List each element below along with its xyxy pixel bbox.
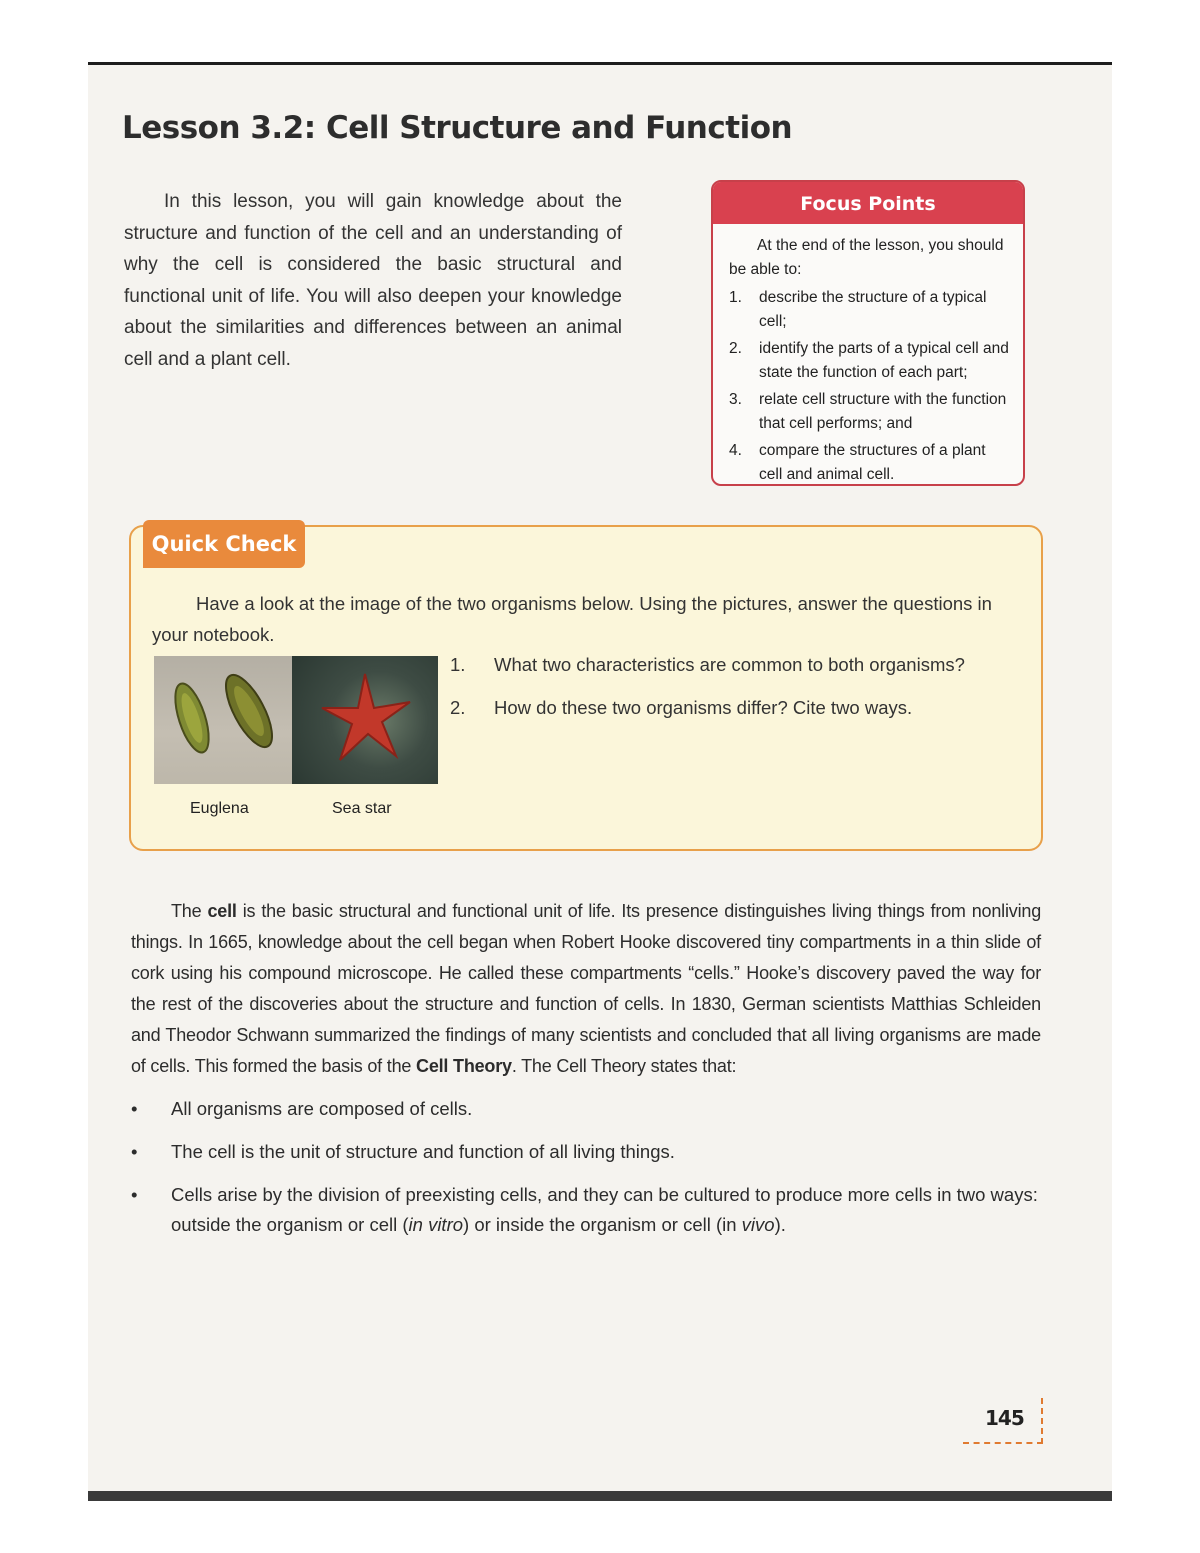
term-in-vitro: in vitro [408,1214,464,1235]
lesson-intro: In this lesson, you will gain knowledge about the structure and function of the cell and an understanding of why the cell is considered the basic structural and functional unit of life. You will also deepen your knowledge about the similarities and differences between an animal cell and a plant cell. [124,191,622,370]
focus-item [729,337,1011,385]
focus-points-list [729,286,1011,487]
term-cell-theory: Cell Theory [416,1056,512,1076]
focus-item-text: compare the structures of a plant cell and animal cell. [759,442,986,483]
question-text: How do these two organisms differ? Cite two ways. [494,697,913,718]
focus-item-number: 3. [729,391,742,408]
focus-points-heading: Focus Points [713,182,1023,224]
quick-check-tab: Quick Check [143,520,305,568]
focus-points-intro: At the end of the lesson, you should be able to: [729,237,1004,278]
sea-star-photo [292,656,438,784]
cell-theory-paragraph [131,896,1041,1082]
focus-item [729,439,1011,487]
focus-item-text: describe the structure of a typical cell; [759,289,987,330]
bullet-icon: • [131,1098,138,1119]
euglena-photo [154,656,292,784]
list-item-text: All organisms are composed of cells. [171,1098,473,1119]
paragraph-text: The [171,901,208,921]
quick-check-questions [450,650,965,736]
quick-check-instruction: Have a look at the image of the two organisms below. Using the pictures, answer the questions in your notebook. [152,593,992,645]
question-text: What two characteristics are common to both organisms? [494,654,965,675]
focus-points-box [711,180,1025,486]
list-item-text: ). [774,1214,786,1235]
focus-item-text: relate cell structure with the function that cell performs; and [759,391,1007,432]
term-cell: cell [207,901,237,921]
list-item-text: ) or inside the organism or cell (in [463,1214,742,1235]
page-number-box [963,1398,1043,1444]
list-item-text: Cells arise by the division of preexisting cells, and they can be cultured to produce more cells in two ways: outside the organism or cell ( [171,1184,1038,1235]
list-item [131,1137,1043,1167]
euglena-caption: Euglena [190,800,249,817]
paragraph-text: . The Cell Theory states that: [511,1056,737,1076]
focus-item-number: 2. [729,340,742,357]
focus-item [729,388,1011,436]
list-item-text: The cell is the unit of structure and function of all living things. [171,1141,675,1162]
question-number: 1. [450,654,466,675]
cell-theory-list [131,1094,1043,1253]
bullet-icon: • [131,1184,138,1205]
focus-item-number: 1. [729,289,742,306]
focus-item-number: 4. [729,442,742,459]
list-item [131,1094,1043,1124]
page-number: 145 [985,1406,1024,1430]
focus-item-text: identify the parts of a typical cell and state the function of each part; [759,340,1009,381]
bullet-icon: • [131,1141,138,1162]
sea-star-caption: Sea star [332,800,392,817]
term-vivo: vivo [741,1214,775,1235]
lesson-title: Lesson 3.2: Cell Structure and Function [122,110,793,146]
focus-item [729,286,1011,334]
list-item [131,1180,1043,1240]
question-number: 2. [450,697,466,718]
question-item [450,650,965,693]
paragraph-text: is the basic structural and functional unit of life. Its presence distinguishes living things from nonliving things. In 1665, knowledge about the cell began when Robert Hooke discovered tiny compartments in a thin slide of cork using his compound microscope. He called these compartments “cells.” Hooke’s discovery paved the way for the rest of the discoveries about the structure and function of cells. In 1830, German scientists Matthias Schleiden and Theodor Schwann summarized the findings of many scientists and concluded that all living organisms are made of cells. This formed the basis of the [131,901,1042,1076]
question-item [450,693,965,736]
